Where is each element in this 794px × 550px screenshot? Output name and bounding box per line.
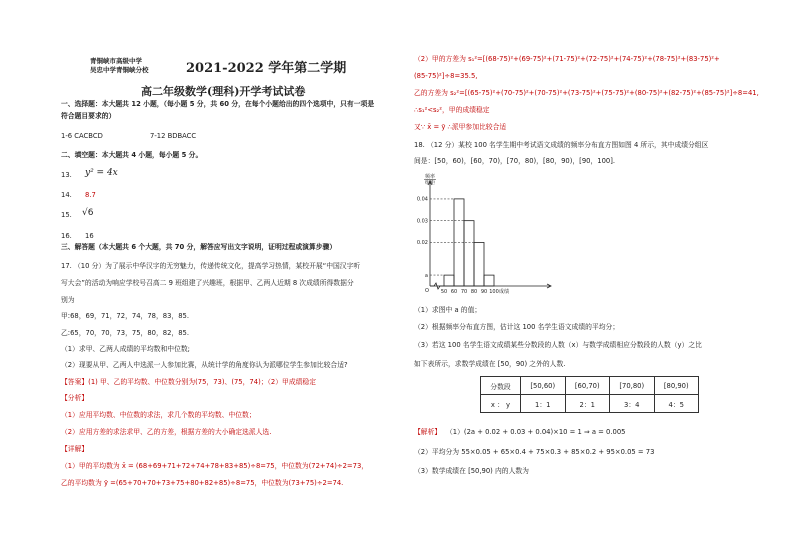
x-tick-label: 90 (480, 289, 488, 295)
q17-analysis-1: （1）应用平均数、中位数的求法，求几个数的平均数、中位数； (61, 411, 256, 419)
x-origin-label: O (425, 288, 429, 294)
mc-answers-1-6: 1-6 CACBCD (61, 132, 103, 140)
q17-variance-yi: 乙的方差为 s₂²=[(65-75)²+(70-75)²+(70-75)²+(73-75)²+(75-75)²+(80-75)²+(82-75)²+(85-75)²]÷8=41, (414, 89, 759, 97)
q13-answer: y² = 4x (85, 168, 118, 178)
ratio-table-header-cell: [50,60) (521, 377, 566, 395)
ratio-table-header-cell: [70,80) (610, 377, 655, 395)
ratio-table-row (481, 395, 699, 413)
q17-analysis-label: 【分析】 (61, 394, 89, 402)
q17-sub-2: （2）现要从甲、乙两人中选派一人参加比赛，从统计学的角度你认为派哪位学生参加比较合适? (61, 361, 348, 369)
q17-detail-label: 【详解】 (61, 445, 89, 453)
y-tick-label: 0.04 (416, 196, 428, 203)
q17-stem-line-2: 写大会”的活动为响应学校号召高二 9 班组建了兴趣班，根据甲、乙两人近期 8 次成绩所得数据分 (61, 279, 354, 287)
y-axis-label-2: 组距 (424, 180, 436, 186)
q18-sub-3-cont: 如下表所示，求数学成绩在 [50，90) 之外的人数. (414, 360, 566, 368)
section-1-title-cont: 符合题目要求的） (61, 112, 116, 120)
x-axis-label: 成绩 (498, 289, 510, 295)
y-tick-label: 0.02 (416, 240, 428, 247)
x-tick-label: 70 (460, 289, 468, 295)
q17-data-yi: 乙:65，70，70，73，75，80，82，85. (61, 329, 190, 337)
q18-sub-3: （3）若这 100 名学生语文成绩某些分数段的人数（x）与数学成绩相应分数段的人数（y）之比 (414, 341, 702, 349)
y-tick-label: a (424, 272, 428, 279)
ratio-table-header-row (481, 377, 699, 395)
year-title: 2021-2022 学年第二学期 (186, 61, 347, 76)
x-tick-label: 60 (450, 289, 458, 295)
x-tick-label: 80 (470, 289, 478, 295)
q18-solution-1: （1）(2a + 0.02 + 0.03 + 0.04)×10 = 1 ⇒ a = 0.005 (446, 428, 626, 436)
q14-number: 14. (61, 191, 72, 199)
q18-sub-1: （1）求图中 a 的值； (414, 306, 482, 314)
q17-detail-1: （1）甲的平均数为 x̄ = (68+69+71+72+74+78+83+85)÷8=75，中位数为(72+74)÷2=73， (61, 462, 369, 470)
q17-variance-jia-cont: (85-75)²]÷8=35.5, (414, 72, 478, 80)
q17-conclusion: 又∵ x̄ = ȳ ∴派甲参加比较合适 (414, 123, 507, 131)
histogram-bar (464, 221, 474, 286)
ratio-table (480, 376, 699, 413)
q17-data-jia: 甲:68，69，71，72，74，78，83，85. (61, 312, 190, 320)
section-1-title: 一、选择题：本大题共 12 小题，（每小题 5 分，共 60 分，在每个小题给出的四个选项中，只有一项是 (61, 100, 375, 108)
q18-solution-2: （2）平均分为 55×0.05 + 65×0.4 + 75×0.3 + 85×0.2 + 95×0.05 = 73 (414, 448, 655, 456)
ratio-table-cell: 1：1 (521, 395, 566, 413)
q16-answer: 16 (85, 232, 94, 240)
q15-answer: √6 (82, 208, 94, 218)
x-tick-label: 50 (440, 289, 448, 295)
ratio-table-header-cell: 分数段 (481, 377, 521, 395)
q17-analysis-2: （2）应用方差的求法求甲、乙的方差，根据方差的大小确定选派人选. (61, 428, 272, 436)
ratio-table-header-cell: [80,90) (654, 377, 699, 395)
q15-number: 15. (61, 211, 72, 219)
q17-sub-1: （1）求甲、乙两人成绩的平均数和中位数; (61, 345, 190, 353)
histogram-bar (444, 275, 454, 286)
q13-number: 13. (61, 171, 72, 179)
q17-stem-line-3: 别为 (61, 296, 75, 304)
section-3-title: 三、解答题（本大题共 6 个大题，共 70 分，解答应写出文字说明，证明过程或演算步骤） (61, 243, 337, 251)
q16-number: 16. (61, 232, 72, 240)
school-name-1: 青铜峡市高级中学 (90, 57, 142, 65)
x-tick-label: 100 (489, 289, 499, 295)
histogram-bar (484, 275, 494, 286)
q17-stem-line-1: 17. （10 分）为了展示中华汉字的无穷魅力，传递传统文化，提高学习热情，某校开展“中国汉字听 (61, 262, 361, 270)
q18-solution-3: （3）数学成绩在 [50,90) 内的人数为 (414, 467, 529, 475)
ratio-table-cell: x ： y (481, 395, 521, 413)
y-axis-label: 频率 (424, 174, 436, 180)
school-name-2: 吴忠中学青铜峡分校 (90, 66, 149, 74)
y-tick-label: 0.03 (416, 218, 428, 225)
ratio-table-cell: 4：5 (654, 395, 699, 413)
q17-variance-jia: （2）甲的方差为 s₁²=[(68-75)²+(69-75)²+(71-75)²+(72-75)²+(74-75)²+(78-75)²+(83-75)²+ (414, 55, 720, 63)
exam-title: 高二年级数学(理科)开学考试试卷 (141, 85, 306, 98)
q18-stem-line-2: 间是：[50，60)，[60，70)，[70，80)，[80，90)，[90，100]. (414, 157, 616, 165)
q14-answer: 8.7 (85, 191, 96, 199)
ratio-table-cell: 3：4 (610, 395, 655, 413)
histogram-bar (474, 242, 484, 286)
ratio-table-header-cell: [60,70) (565, 377, 610, 395)
ratio-table-cell: 2：1 (565, 395, 610, 413)
q17-detail-2: 乙的平均数为 ȳ =(65+70+70+73+75+80+82+85)÷8=75，中位数为(73+75)÷2=74. (61, 479, 344, 487)
frequency-histogram (410, 168, 560, 298)
q17-variance-compare: ∴s₁²<s₂²，甲的成绩稳定 (414, 106, 490, 114)
q18-sub-2: （2）根据频率分布直方图，估计这 100 名学生语文成绩的平均分； (414, 323, 620, 331)
q18-stem-line-1: 18. （12 分）某校 100 名学生期中考试语文成绩的频率分布直方图如图 4 所示，其中成绩分组区 (414, 141, 709, 149)
section-2-title: 二、填空题：本大题共 4 小题，每小题 5 分。 (61, 151, 203, 159)
q18-solution-label: 【解析】 (414, 428, 442, 436)
mc-answers-7-12: 7-12 BDBACC (150, 132, 197, 140)
q17-answer: 【答案】(1) 甲、乙的平均数、中位数分别为(75，73)、(75，74)；（2）甲成绩稳定 (61, 378, 317, 386)
